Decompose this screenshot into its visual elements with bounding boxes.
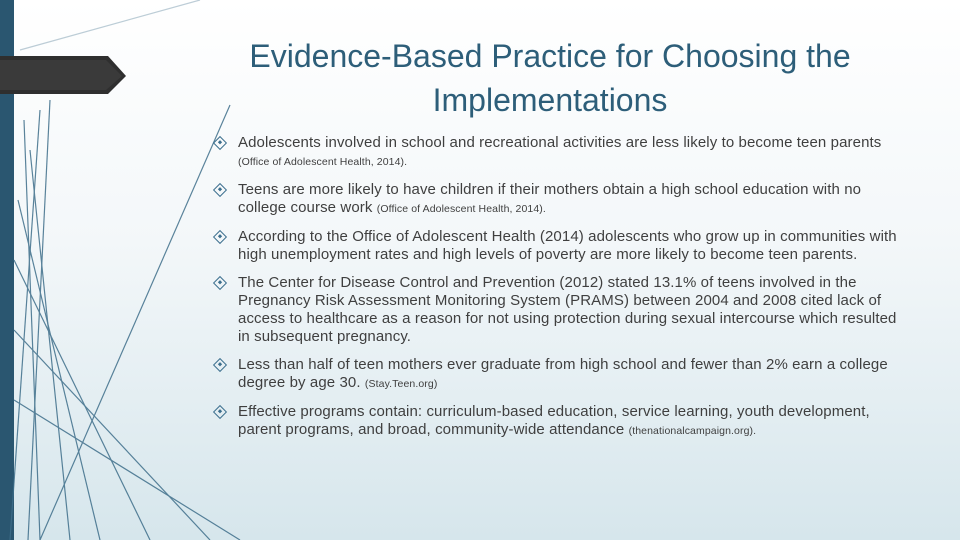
diamond-bullet-icon [213, 276, 227, 290]
bullet-citation: (thenationalcampaign.org). [628, 425, 757, 437]
bullet-text: Teens are more likely to have children if their mothers obtain a high school education with no college course work [238, 181, 862, 216]
bullet-text: Effective programs contain: curriculum-based education, service learning, youth development, parent programs, and broad, community-wide attendance [238, 403, 870, 438]
diamond-bullet-icon [213, 358, 227, 372]
bullet-item [214, 403, 904, 440]
bullet-citation: (Office of Adolescent Health, 2014). [376, 203, 546, 215]
diamond-bullet-icon [213, 136, 227, 150]
diamond-bullet-icon [213, 183, 227, 197]
bullet-text: Adolescents involved in school and recreational activities are less likely to become teen parents [238, 134, 882, 151]
bullet-text: The Center for Disease Control and Prevention (2012) stated 13.1% of teens involved in the Pregnancy Risk Assessment Monitoring System (PRAMS) between 2004 and 2008 cited lack of access to healthcare as a reason for not using protection during sexual intercourse which resulted in subsequent pregnancy. [238, 274, 897, 345]
bullet-text: Less than half of teen mothers ever graduate from high school and fewer than 2% earn a college degree by age 30. [238, 356, 888, 391]
bullet-citation: (Office of Adolescent Health, 2014). [238, 156, 408, 168]
slide-title: Evidence-Based Practice for Choosing the Implementations [249, 38, 851, 118]
bullet-text: According to the Office of Adolescent Health (2014) adolescents who grow up in communities with high unemployment rates and high levels of poverty are more likely to become teen parents. [238, 228, 897, 263]
bullet-item [214, 228, 904, 264]
bullet-item [214, 356, 904, 393]
bullet-item [214, 274, 904, 346]
diamond-bullet-icon [213, 230, 227, 244]
bullet-item [214, 134, 904, 171]
bullet-item [214, 181, 904, 218]
bullet-citation: (Stay.Teen.org) [364, 378, 438, 390]
diamond-bullet-icon [213, 405, 227, 419]
bullet-list [214, 134, 904, 450]
